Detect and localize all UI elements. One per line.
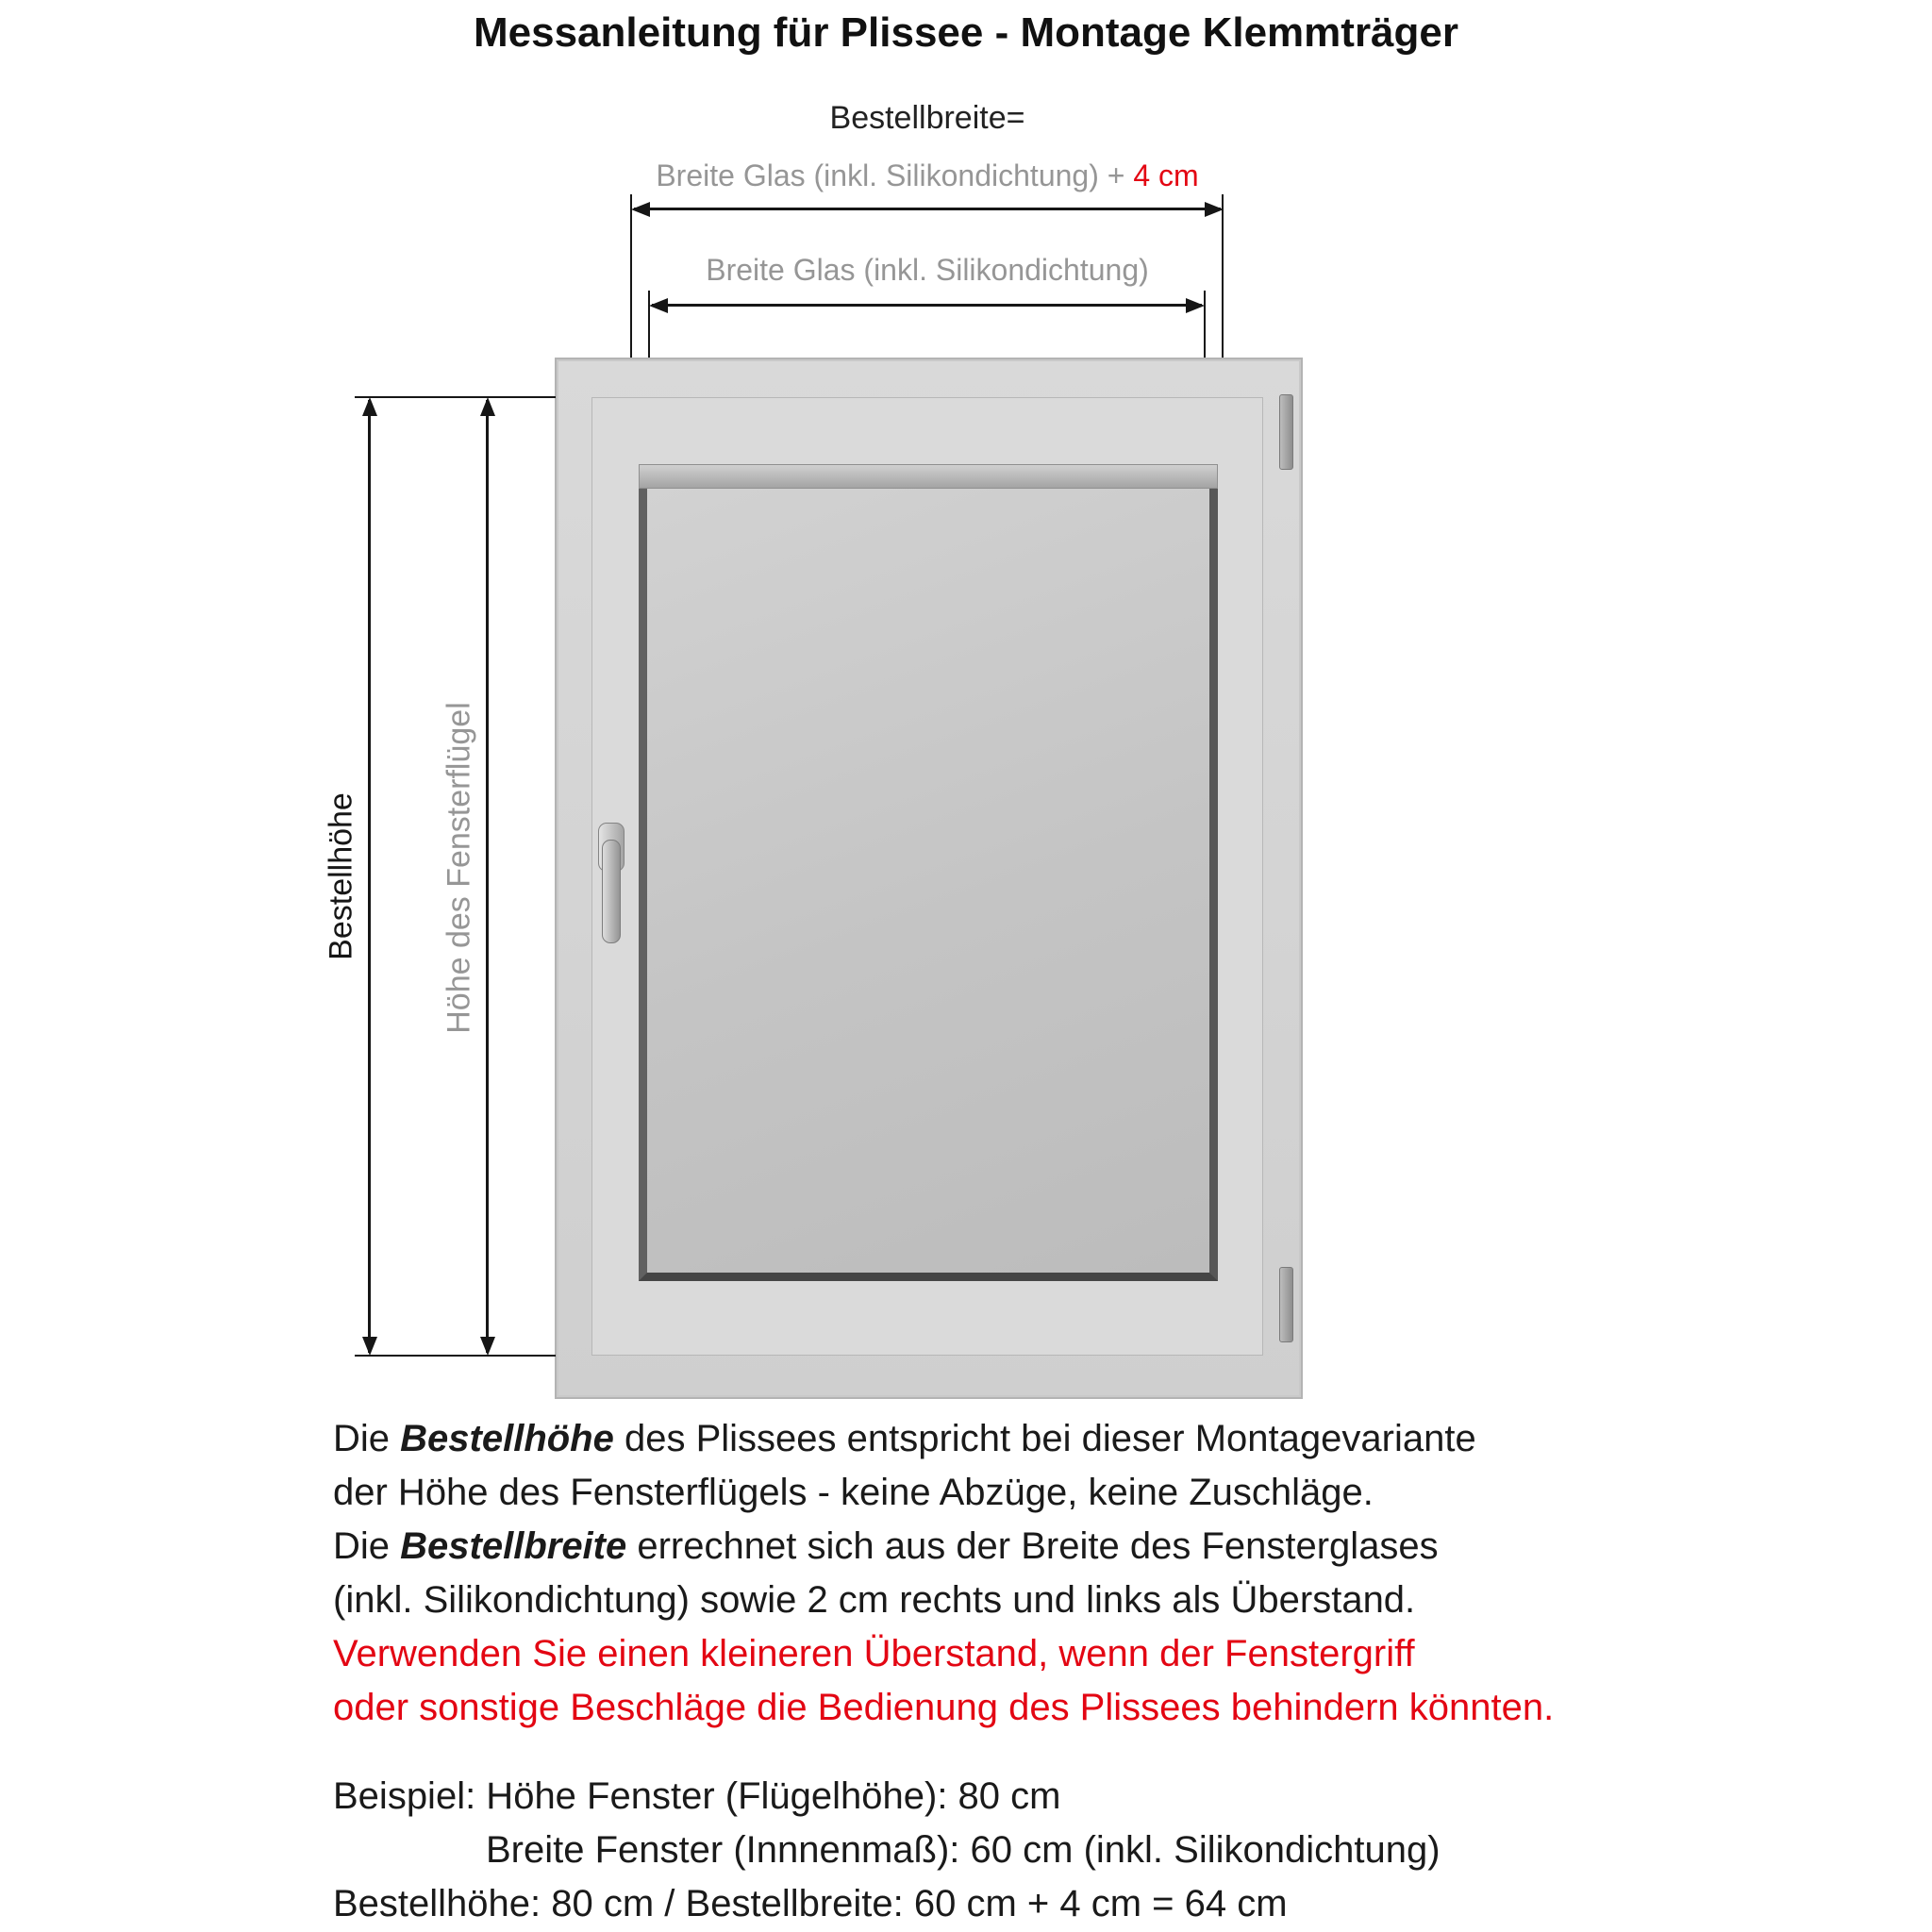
glass-width-plus-prefix: Breite Glas (inkl. Silikondichtung) + xyxy=(656,158,1134,192)
tick-line-top xyxy=(355,396,556,398)
dimension-line xyxy=(368,400,371,1353)
arrowhead-down-icon xyxy=(480,1337,495,1356)
description-line-1 xyxy=(333,1412,1554,1466)
glass-width-dimension-arrow xyxy=(649,295,1205,316)
glass-width-plus-label xyxy=(656,158,1198,193)
order-width-label: Bestellbreite= xyxy=(829,100,1025,136)
order-width-dimension-arrow xyxy=(631,199,1224,220)
dimension-line xyxy=(634,208,1221,210)
glass-width-plus-highlight: 4 cm xyxy=(1133,158,1199,192)
window-frame xyxy=(555,358,1303,1399)
example-text xyxy=(333,1770,1441,1931)
window-glass xyxy=(639,472,1218,1281)
window-sash xyxy=(591,397,1263,1356)
text-fragment: Die xyxy=(333,1418,401,1459)
description-line-4: (inkl. Silikondichtung) sowie 2 cm rechts und links als Überstand. xyxy=(333,1579,1416,1621)
window-hinge-top xyxy=(1279,394,1293,470)
text-fragment: errechnet sich aus der Breite des Fensterglases xyxy=(626,1525,1439,1567)
description-line-3 xyxy=(333,1520,1554,1574)
warning-line-2: oder sonstige Beschläge die Bedienung des Plissees behindern könnten. xyxy=(333,1687,1555,1728)
text-fragment: des Plissees entspricht bei dieser Montagevariante xyxy=(613,1418,1476,1459)
dimension-line xyxy=(486,400,489,1353)
dimension-line xyxy=(652,304,1202,307)
sash-height-dimension-arrow xyxy=(477,397,498,1356)
term-bestellhoehe: Bestellhöhe xyxy=(400,1418,614,1459)
description-line-2: der Höhe des Fensterflügels - keine Abzüge, keine Zuschläge. xyxy=(333,1472,1374,1513)
example-line-3: Bestellhöhe: 80 cm / Bestellbreite: 60 cm + 4 cm = 64 cm xyxy=(333,1883,1288,1924)
order-height-dimension-arrow xyxy=(359,397,380,1356)
description-text xyxy=(333,1412,1554,1735)
glass-width-label: Breite Glas (inkl. Silikondichtung) xyxy=(706,253,1149,287)
order-height-label: Bestellhöhe xyxy=(323,792,359,960)
term-bestellbreite: Bestellbreite xyxy=(400,1525,627,1567)
arrowhead-down-icon xyxy=(362,1337,377,1356)
text-fragment: Die xyxy=(333,1525,401,1567)
warning-line-1: Verwenden Sie einen kleineren Überstand, wenn der Fenstergriff xyxy=(333,1633,1415,1674)
window-hinge-bottom xyxy=(1279,1267,1293,1342)
example-line-2: Breite Fenster (Innnenmaß): 60 cm (inkl. Silikondichtung) xyxy=(486,1829,1441,1871)
page-title: Messanleitung für Plissee - Montage Klemmträger xyxy=(473,9,1459,56)
plissee-top-rail xyxy=(639,464,1218,489)
arrowhead-right-icon xyxy=(1205,202,1224,217)
example-line-1: Beispiel: Höhe Fenster (Flügelhöhe): 80 cm xyxy=(333,1775,1061,1817)
sash-height-label: Höhe des Fensterflügel xyxy=(441,702,477,1034)
tick-line-bottom xyxy=(355,1355,556,1357)
arrowhead-right-icon xyxy=(1186,298,1205,313)
handle-lever xyxy=(602,840,621,943)
